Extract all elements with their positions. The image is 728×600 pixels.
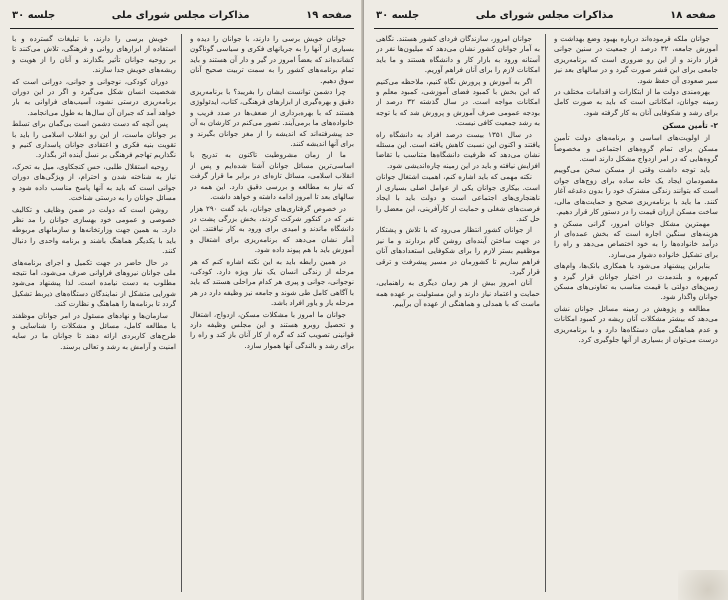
paragraph: چرا دشمن توانست ایشان را بفریبد؟ با برنامه‌ریزی دقیق و بهره‌گیری از ابزارهای فرهنگی، کتاب، ایدئولوژی هستند که با بهره‌برداری از ضعف‌ها در صدد فریب و خانواده‌های ما برمی‌آیند. تصور می‌کنم در کارشان به آن حد پیشرفته‌اند که اندیشه را از مغز جوانان بگیرند و برای آنها اندیشه کنند. — [190, 87, 354, 149]
right-header-rule — [374, 28, 718, 29]
paragraph: مطالعه و پژوهش در زمینه مسائل جوانان نشان می‌دهد که بیشتر مشکلات آنان ریشه در کمبود امکانات و عدم هماهنگی میان دستگاه‌ها دارد و با برنامه‌ریزی درست می‌توان از بسیاری از آنها جلوگیری کرد. — [554, 303, 718, 344]
right-column-2 — [376, 34, 540, 594]
left-page-header — [12, 4, 352, 26]
right-page-header — [376, 4, 716, 26]
right-page-label: صفحه ۱۸ — [670, 9, 716, 21]
paragraph: مهمترین مشکل جوانان امروز، گرانی مسکن و هزینه‌های سنگین اجاره است که بخش عمده‌ای از درآمد خانواده‌ها را به خود اختصاص می‌دهد و راه را برای تشکیل خانواده دشوار می‌سازد. — [554, 218, 718, 259]
paragraph: روشن است که دولت در ضمن وظایف و تکالیف خصوصی و عمومی خود بهسازی جوانان را مد نظر دارد. به همین جهت وزارتخانه‌ها و سازمانهای مربوطه باید با یکدیگر هماهنگ باشند و برنامه واحدی را دنبال کنند. — [12, 204, 176, 256]
left-page-label: صفحه ۱۹ — [306, 9, 352, 21]
right-session-label: جلسه ۳۰ — [376, 9, 420, 21]
paragraph: در حال حاضر در جهت تکمیل و اجرای برنامه‌های ملی جوانان نیروهای فراوانی صرف می‌شود، اما نتیجه مطلوب به دست نیامده است. لذا پیشنهاد می‌شود شورایی متشکل از نمایندگان دستگاه‌های ذیربط تشکیل گردد تا برنامه‌ها را هماهنگ و نظارت کند. — [12, 257, 176, 309]
section-heading: ۲- تأمین مسکن — [662, 121, 718, 131]
paragraph: جوانان ملکه قرموده‌اند درباره بهبود وضع بهداشت و آموزش جامعه، ۳۲ درصد از جمعیت در سنین جوانی قرار دارند و از این رو ضروری است که برنامه‌ریزی جامعی برای این قشر صورت گیرد و در سالهای بعد نیز سیر صعودی آن حفظ شود. — [554, 34, 718, 85]
paragraph: دوران کودکی، نوجوانی و جوانی، دورانی است که شخصیت انسان شکل می‌گیرد و اگر در این دوران برنامه‌ریزی درستی نشود، آسیب‌های فراوانی به بار خواهد آمد که جبران آن سال‌ها به طول می‌انجامد. — [12, 76, 176, 117]
paragraph: در سال ۱۳۵۱ بیست درصد افراد به دانشگاه راه یافتند و اکنون این نسبت کاهش یافته است. این مسئله نشان می‌دهد که ظرفیت دانشگاه‌ها متناسب با تقاضا افزایش نیافته و باید در این زمینه چاره‌اندیشی شود. — [376, 129, 540, 170]
left-column-1 — [190, 34, 354, 594]
paragraph: ما از زمان مشروطیت تاکنون به تدریج با اساسی‌ترین مسائل جوانان آشنا شده‌ایم و پس از انقلاب اسلامی، مسائل تازه‌ای در برابر ما قرار گرفت که نیاز به مطالعه و بررسی دقیق دارد. این همه در سالهای بعد تا امروز ادامه داشته و خواهد داشت. — [190, 150, 354, 202]
paragraph: آنان امروز بیش از هر زمان دیگری به راهنمایی، حمایت و اعتماد نیاز دارند و این مسئولیت بر عهده همه ماست که با همدلی و هماهنگی از عهده آن برآییم. — [376, 278, 540, 309]
right-column-divider — [545, 34, 546, 592]
paragraph: پس آنچه که دست دشمن است بی‌گمان برای تسلط بر جوانان ماست، از این رو انقلاب اسلامی را باید با تقویت بنیه فکری و اعتقادی جوانان پاسداری کنیم و نگذاریم تهاجم فرهنگی بر نسل آینده اثر بگذارد. — [12, 119, 176, 160]
paragraph: سازمان‌ها و نهادهای مسئول در امر جوانان موظفند با مطالعه کامل، مسائل و مشکلات را شناسایی و طرح‌های کاربردی ارائه دهند تا جوانان ما در سایه امنیت و آرامش به رشد و تعالی برسند. — [12, 310, 176, 351]
page-stain — [678, 570, 728, 600]
paragraph: اگر به آموزش و پرورش نگاه کنیم، ملاحظه می‌کنیم که این بخش با کمبود فضای آموزشی، کمبود معلم و امکانات مواجه است. در سال گذشته ۳۲ درصد از بودجه عمومی صرف آموزش و پرورش شد که با توجه به رشد جمعیت کافی نیست. — [376, 76, 540, 128]
left-page-title: مذاکرات مجلس شورای ملی — [111, 9, 250, 21]
paragraph: باید توجه داشت وقتی از مسکن سخن می‌گوییم مقصودمان ایجاد یک خانه ساده برای زوج‌های جوان است که بتوانند زندگی مشترک خود را بدون دغدغه آغاز کنند. ما باید با برنامه‌ریزی صحیح و حمایت‌های مالی، ساخت مسکن ارزان قیمت را در دستور کار قرار دهیم. — [554, 165, 718, 217]
paragraph: نکته مهمی که باید اشاره کنم، اهمیت اشتغال جوانان است. بیکاری جوانان یکی از عوامل اصلی بسیاری از ناهنجاری‌های اجتماعی است و دولت باید با ایجاد فرصت‌های شغلی و حمایت از کارآفرینی، این معضل را حل کند. — [376, 172, 540, 223]
right-page-title: مذاکرات مجلس شورای ملی — [475, 9, 614, 21]
paragraph: جوانان ما امروز با مشکلات مسکن، ازدواج، اشتغال و تحصیل روبرو هستند و این مجلس وظیفه دارد قوانینی تصویب کند که گره از کار آنان باز کند و راه را برای رشد و بالندگی آنها هموار سازد. — [190, 309, 354, 350]
right-page — [364, 0, 728, 600]
paragraph: از اولویت‌های اساسی و برنامه‌های دولت تأمین مسکن برای تمام گروه‌های اجتماعی و مخصوصاً گروه‌هایی که در امر ازدواج مشکل دارند است. — [554, 133, 718, 164]
paragraph: بنابراین پیشنهاد می‌شود با همکاری بانک‌ها، وام‌های کم‌بهره و بلندمدت در اختیار جوانان قرار گیرد و زمین‌های دولتی با قیمت مناسب به تعاونی‌های مسکن جوانان واگذار شود. — [554, 261, 718, 302]
left-column-divider — [181, 34, 182, 592]
left-header-rule — [10, 28, 354, 29]
paragraph: جوانان امروز، سازندگان فردای کشور هستند. نگاهی به آمار جوانان کشور نشان می‌دهد که میلیون‌ها نفر در آستانه ورود به بازار کار و دانشگاه هستند و ما باید امکانات لازم را برای آنان فراهم آوریم. — [376, 34, 540, 75]
paragraph: جوانان خویش برسی را دارند، با جوانان را دیده و بسیاری از آنها را به جریانهای فکری و سیاسی گوناگون کشانده‌اند که بعضاً امروز در گیر و دار آن هستند و باید تمام برنامه‌های کشور را به سمت تربیت صحیح آنان سوق دهیم. — [190, 34, 354, 85]
paragraph: بهره‌مندی دولت ما از ابتکارات و اقدامات مختلف در زمینه جوانان، امکاناتی است که باید به صورت کامل برای رشد و شکوفایی آنان به کار گرفته شود. — [554, 87, 718, 117]
right-column-1 — [554, 34, 718, 594]
paragraph: خویش برسی را دارند، با تبلیغات گسترده و با استفاده از ابزارهای روانی و فرهنگی، تلاش می‌کنند تا بر روحیه جوانان تأثیر بگذارند و آنان را از هویت و ریشه‌های خویش جدا سازند. — [12, 34, 176, 75]
paragraph: روحیه استقلال طلبی، حس کنجکاوی، میل به تحرک، نیاز به شناخته شدن و احترام، از ویژگی‌های دوران جوانی است که باید به آنها پاسخ مناسب داده شود و مسائل جوانان را به درستی شناخت. — [12, 161, 176, 203]
left-session-label: جلسه ۳۰ — [12, 9, 56, 21]
left-column-2 — [12, 34, 176, 594]
paragraph: در همین رابطه باید به این نکته اشاره کنم که هر مرحله از زندگی انسان یک نیاز ویژه دارد. کودکی، نوجوانی، جوانی و پیری هر کدام مراحلی هستند که باید با آگاهی کامل طی شوند و جامعه نیز وظیفه دارد در هر مرحله یار و یاور افراد باشد. — [190, 256, 354, 308]
paragraph: در خصوص گرفتاری‌های جوانان، باید گفت ۲۹۰ هزار نفر که در کنکور شرکت کردند، بخش بزرگی پشت در دانشگاه ماندند و امیدی برای ورود به کار نیافتند. این آمار نشان می‌دهد که برنامه‌ریزی برای اشتغال و آموزش باید با هم پیوند داده شود. — [190, 203, 354, 255]
paragraph: از جوانان کشور انتظار می‌رود که با تلاش و پشتکار در جهت ساختن آینده‌ای روشن گام بردارند و ما نیز موظفیم بستر لازم را برای شکوفایی استعدادهای آنان فراهم سازیم تا کشورمان در مسیر پیشرفت و ترقی قرار گیرد. — [376, 225, 540, 276]
